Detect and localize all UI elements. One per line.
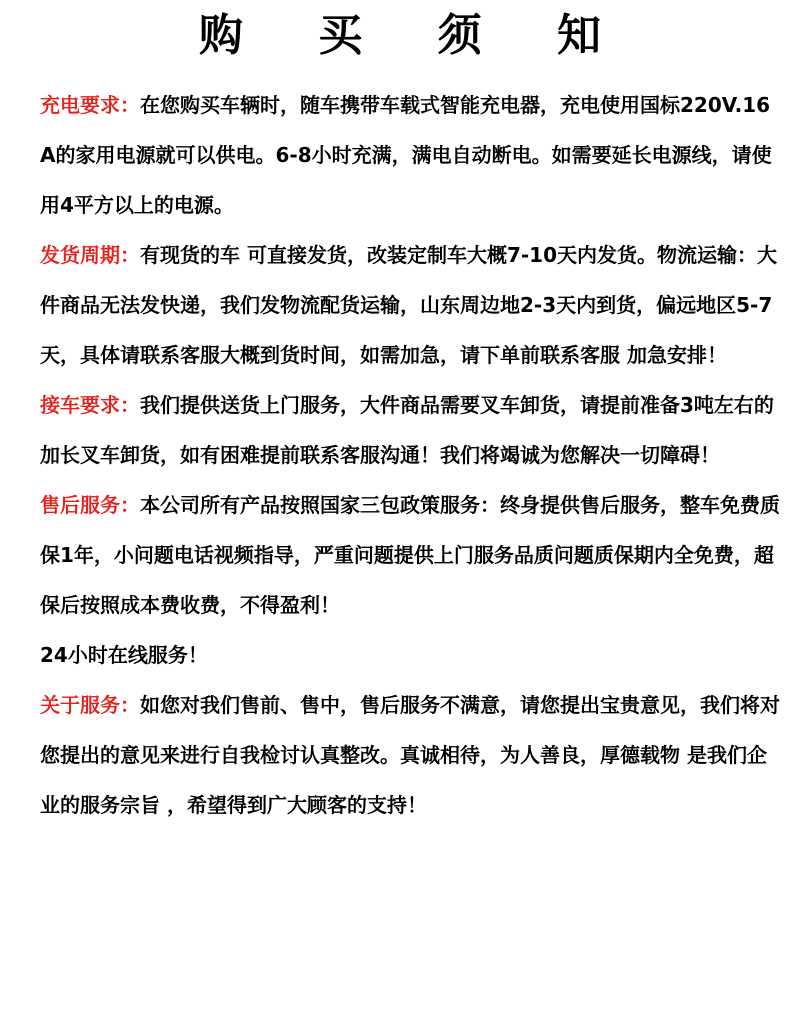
section-after-sales — [40, 480, 780, 630]
section-shipping — [40, 230, 780, 380]
notice-content — [40, 80, 780, 830]
section-text: 24小时在线服务！ — [40, 643, 208, 667]
section-text: 我们提供送货上门服务，大件商品需要叉车卸货，请提前准备3吨左右的加长叉车卸货，如有困难提前联系客服沟通！我们将竭诚为您解决一切障碍！ — [40, 393, 774, 467]
section-charging — [40, 80, 780, 230]
section-receiving — [40, 380, 780, 480]
section-text: 本公司所有产品按照国家三包政策服务：终身提供售后服务，整车免费质保1年，小问题电话视频指导，严重问题提供上门服务品质问题质保期内全免费，超保后按照成本费收费，不得盈利！ — [40, 493, 780, 617]
section-label: 售后服务： — [40, 493, 140, 517]
section-label: 充电要求： — [40, 93, 140, 117]
page-title: 购 买 须 知 — [199, 10, 631, 61]
section-text: 在您购买车辆时，随车携带车载式智能充电器，充电使用国标220V.16A的家用电源就可以供电。6-8小时充满，满电自动断电。如需要延长电源线，请使用4平方以上的电源。 — [40, 93, 772, 217]
section-text: 如您对我们售前、售中，售后服务不满意，请您提出宝贵意见，我们将对您提出的意见来进行自我检讨认真整改。真诚相待，为人善良，厚德载物 是我们企业的服务宗旨 ，希望得到广大顾客的支持！ — [40, 693, 780, 817]
section-label: 关于服务： — [40, 693, 140, 717]
section-about-service — [40, 680, 780, 830]
section-online-service — [40, 630, 780, 680]
section-label: 接车要求： — [40, 393, 140, 417]
section-text: 有现货的车 可直接发货，改装定制车大概7-10天内发货。物流运输：大件商品无法发快递，我们发物流配货运输，山东周边地2-3天内到货，偏远地区5-7天，具体请联系客服大概到货时间，如需加急，请下单前联系客服 加急安排！ — [40, 243, 778, 367]
section-label: 发货周期： — [40, 243, 140, 267]
